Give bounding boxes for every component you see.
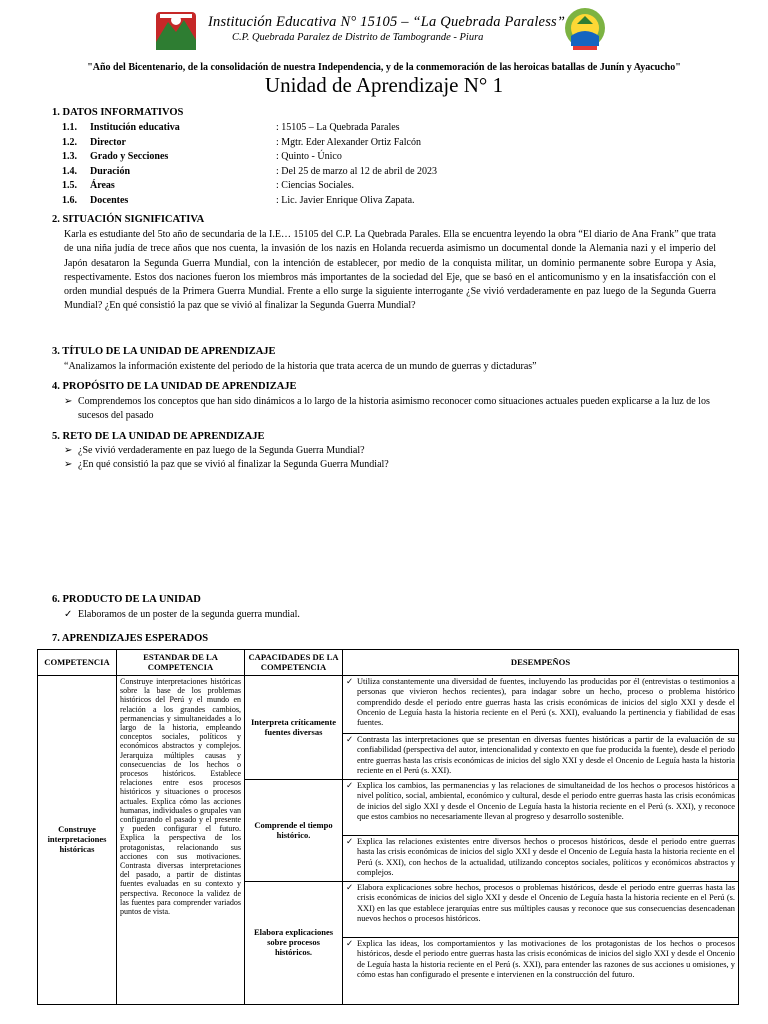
datos-value: : Quinto - Único	[276, 151, 342, 162]
reto-item-text: ¿En qué consistió la paz que se vivió al finalizar la Segunda Guerra Mundial?	[78, 458, 389, 470]
producto-item	[64, 608, 300, 622]
desempeno-cell	[343, 882, 739, 938]
desempeno-text: Explica las ideas, los comportamientos y las motivaciones de los protagonistas de los hechos o procesos históricos, desde el periodo entre guerras hasta las crisis económicas de inicios del siglo XXI y desde el Oncenio de Leguía hasta la historia reciente en el Perú (s. XXI), para entender las razones de sus acciones u omisiones, y cómo estas han configurado el presente e intervienen en la construcción del futuro.	[357, 939, 735, 979]
col-header: DESEMPEÑOS	[343, 650, 739, 676]
desempeno-cell	[343, 676, 739, 734]
datos-row	[62, 122, 437, 137]
datos-label: Áreas	[90, 180, 115, 191]
datos-value: : Del 25 de marzo al 12 de abril de 2023	[276, 165, 438, 177]
aprendizajes-table	[37, 649, 739, 1005]
desempeno-cell	[343, 938, 739, 1005]
datos-value: : 15105 – La Quebrada Parales	[276, 122, 400, 133]
datos-row	[62, 137, 437, 152]
datos-row	[62, 180, 437, 195]
datos-value: : Lic. Javier Enrique Oliva Zapata.	[276, 194, 415, 206]
datos-value: : Ciencias Sociales.	[276, 180, 355, 191]
arrow-bullet-icon: ➢	[64, 396, 73, 407]
desempeno-text: Elabora explicaciones sobre hechos, procesos o problemas históricos, desde el periodo entre guerras hasta las crisis económicas de inicios del siglo XXI y desde el Oncenio de Leguía hasta la historia reciente en el Perú (s. XXI) en las que establece jerarquías entre sus múltiples causas y reconoce que sus consecuencias desencadenan nuevos hechos o procesos históricos.	[357, 883, 735, 923]
titulo-text: “Analizamos la información existente del periodo de la historia que trata acerca de un mundo de guerras y dictaduras”	[64, 361, 537, 372]
datos-list	[62, 122, 437, 209]
datos-number: 1.2.	[62, 136, 77, 148]
datos-label: Docentes	[90, 194, 129, 206]
proposito-text: Comprendemos los conceptos que han sido dinámicos a lo largo de la historia asimismo reconocer como situaciones actuales pueden explicarse a la luz de los sucesos del pasado	[78, 396, 710, 421]
institution-name: Institución Educativa N° 15105 – “La Quebrada Paraless”	[208, 14, 566, 30]
check-icon: ✓	[346, 677, 354, 686]
section-heading-datos: 1. DATOS INFORMATIVOS	[52, 107, 184, 118]
institution-location: C.P. Quebrada Paralez de Distrito de Tambogrande - Piura	[232, 32, 484, 43]
capacidad-cell: Elabora explicaciones sobre procesos históricos.	[245, 882, 343, 1005]
reto-item-text: ¿Se vivió verdaderamente en paz luego de la Segunda Guerra Mundial?	[78, 445, 365, 456]
page-title: Unidad de Aprendizaje N° 1	[264, 73, 504, 97]
estandar-cell: Construye interpretaciones históricas sobre la base de los problemas históricos del Perú y el mundo en relación a los grandes cambios, permanencias y simultaneidades a lo largo de la historia, empleando conceptos sociales, políticos y económicos abstractos y complejos. Jerarquiza múltiples causas y consecuencias de los hechos o procesos históricos. Establece relaciones entre esos procesos históricos y situaciones o procesos actuales. Explica cómo las acciones humanas, individuales o grupales van configurando el pasado y el presente y pueden configurar el futuro. Explica la perspectiva de los protagonistas, relacionando sus acciones con sus motivaciones. Contrasta diversas interpretaciones del pasado, a partir de distintas fuentes evaluadas en su contexto y perspectiva. Reconoce la validez de las fuentes para comprender variados puntos de vista.	[117, 676, 245, 1005]
check-icon: ✓	[346, 883, 354, 892]
situacion-text: Karla es estudiante del 5to año de secundaria de la I.E… 15105 del C.P. La Quebrada Parales. Ella se encuentra leyendo la obra “El diario de Ana Frank” que trata de una niña judía de trece años que nos cuenta, la invasión de los nazis en Holanda recuerda asimismo un documental donde la Alemania nazi y el imperio del Japón desataron la Segunda Guerra Mundial, con la intención de establecer, por medio de la conquista militar, un dominio permanente sobre Europa y Asia, respectivamente. Estos dos naciones fueron los miembros más importantes de la sociedad del Eje, que se basó en el anticomunismo y en la insatisfacción con el orden mundial después de la Primera Guerra Mundial. Frente a ello surge la siguiente interrogante ¿Se vivió verdaderamente en paz luego de la Segunda Guerra Mundial? ¿En qué consistió la paz que se vivió al finalizar la Segunda Guerra Mundial?	[64, 229, 716, 312]
arrow-bullet-icon: ➢	[64, 445, 73, 456]
desempeno-text: Contrasta las interpretaciones que se presentan en diversas fuentes históricas a partir de la evaluación de su confiabilidad (perspectiva del autor, intencionalidad y contexto en que fue producida la fuente), desde el periodo entre guerras hasta las crisis económicas de inicios del siglo XXI y desde el Oncenio de Leguía hasta la historia reciente en el Perú (s. XXI).	[357, 735, 735, 775]
datos-number: 1.3.	[62, 151, 77, 162]
arrow-bullet-icon: ➢	[64, 458, 73, 470]
year-banner: "Año del Bicentenario, de la consolidación de nuestra Independencia, y de la conmemoración de las heroicas batallas de Junín y Ayacucho"	[87, 62, 681, 73]
check-icon: ✓	[346, 939, 354, 948]
datos-label: Duración	[90, 165, 130, 177]
col-header: ESTANDAR DE LA COMPETENCIA	[117, 650, 245, 676]
check-icon: ✓	[346, 735, 354, 744]
producto-text: Elaboramos de un poster de la segunda guerra mundial.	[78, 609, 300, 620]
section-heading-reto: 5. RETO DE LA UNIDAD DE APRENDIZAJE	[52, 431, 265, 442]
desempeno-cell	[343, 780, 739, 836]
section-heading-producto: 6. PRODUCTO DE LA UNIDAD	[52, 594, 201, 605]
datos-label: Director	[90, 136, 126, 148]
list-item	[64, 444, 716, 458]
proposito-item	[64, 395, 716, 422]
check-icon: ✓	[346, 781, 354, 790]
datos-row	[62, 151, 437, 166]
datos-number: 1.5.	[62, 180, 77, 191]
datos-value: : Mgtr. Eder Alexander Ortiz Falcón	[276, 136, 421, 148]
desempeno-cell	[343, 836, 739, 882]
capacidad-cell: Comprende el tiempo histórico.	[245, 780, 343, 882]
datos-label: Grado y Secciones	[90, 151, 169, 162]
section-heading-proposito: 4. PROPÓSITO DE LA UNIDAD DE APRENDIZAJE	[52, 381, 297, 392]
datos-number: 1.6.	[62, 194, 77, 206]
desempeno-text: Explica las relaciones existentes entre diversos hechos o procesos históricos, desde el periodo entre guerras hasta las crisis económicas de inicios del siglo XXI y desde el Oncenio de Leguía hasta la historia reciente en el Perú (s. XXI), con hechos de la actualidad, utilizando conceptos sociales, políticos y económicos abstractos y complejos.	[357, 837, 735, 877]
datos-number: 1.4.	[62, 165, 77, 177]
datos-row	[62, 195, 437, 210]
competencia-cell: Construye interpretaciones históricas	[38, 676, 117, 1005]
check-icon: ✓	[346, 837, 354, 846]
datos-row	[62, 166, 437, 181]
section-heading-situacion: 2. SITUACIÓN SIGNIFICATIVA	[52, 214, 205, 225]
desempeno-text: Explica los cambios, las permanencias y las relaciones de simultaneidad de los hechos o procesos históricos a nivel político, social, ambiental, económico y cultural, desde el periodo entre guerras hasta las crisis económicas de inicios del siglo XXI y desde el Oncenio de Leguía hasta la historia reciente en el Perú (s. XXI), y reconoce que estos cambios no necesariamente llevan al progreso y desarrollo sostenible.	[357, 781, 735, 821]
school-logo	[154, 8, 198, 52]
check-icon: ✓	[64, 609, 73, 620]
school-crest	[563, 6, 607, 52]
table-header-row	[38, 650, 739, 676]
datos-number: 1.1.	[62, 122, 77, 133]
table-row	[38, 676, 739, 734]
desempeno-text: Utiliza constantemente una diversidad de fuentes, incluyendo las producidas por él (entrevistas o testimonios a personas que vivieron hechos recientes), para indagar sobre un hecho, proceso o problema histórico comprendido desde el periodo entre guerras hasta las crisis económicas de inicios del siglo XXI y desde el Oncenio de Leguía hasta la historia reciente en el Perú (s. XXI), evaluando la pertinencia y fiabilidad de esas fuentes.	[357, 677, 735, 728]
col-header: COMPETENCIA	[38, 650, 117, 676]
capacidad-cell: Interpreta críticamente fuentes diversas	[245, 676, 343, 780]
datos-label: Institución educativa	[90, 122, 180, 133]
section-heading-aprendizajes: 7. APRENDIZAJES ESPERADOS	[52, 633, 209, 644]
list-item	[64, 458, 716, 472]
col-header: CAPACIDADES DE LA COMPETENCIA	[245, 650, 343, 676]
section-heading-titulo: 3. TÍTULO DE LA UNIDAD DE APRENDIZAJE	[52, 346, 276, 357]
desempeno-cell	[343, 734, 739, 780]
reto-list	[64, 444, 716, 471]
